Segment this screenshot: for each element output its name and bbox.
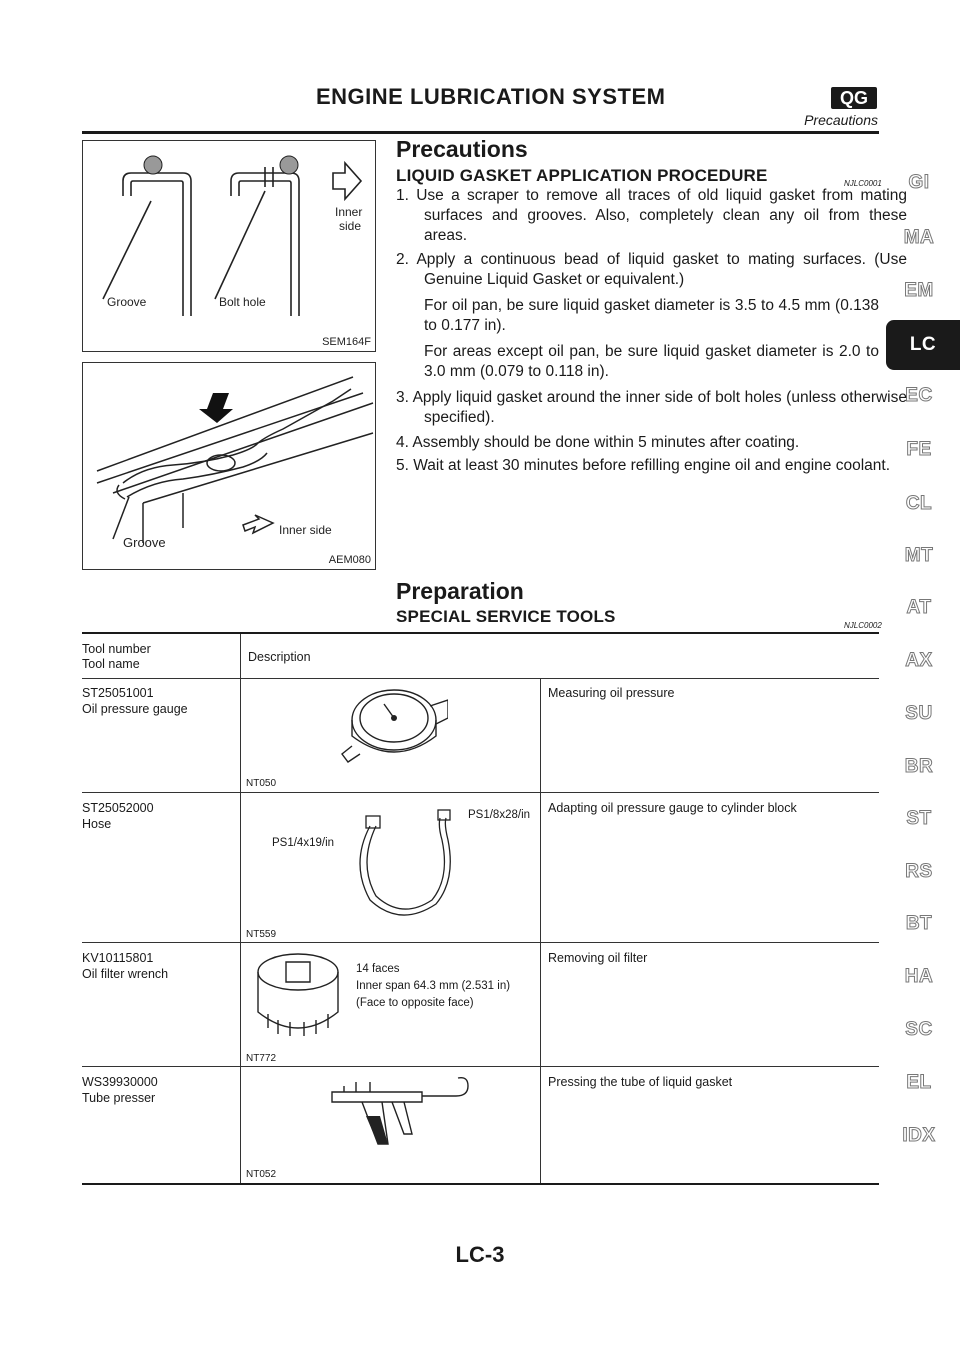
column-header-tool-number: Tool number <box>82 642 151 656</box>
tool-number: ST25052000 <box>82 801 154 815</box>
tool-description: Adapting oil pressure gauge to cylinder block <box>548 801 797 815</box>
table-row-rule <box>82 1066 879 1067</box>
wrench-spec-faces: 14 faces <box>356 963 400 975</box>
hose-illustration <box>340 804 470 928</box>
oil-filter-wrench-illustration <box>254 948 344 1040</box>
page-header-title: ENGINE LUBRICATION SYSTEM <box>316 84 666 109</box>
tool-name: Oil filter wrench <box>82 967 169 981</box>
tab-ec[interactable]: EC <box>905 385 933 406</box>
wrench-spec-span: Inner span 64.3 mm (2.531 in) <box>356 980 511 992</box>
tool-name: Tube presser <box>82 1091 156 1105</box>
tab-fe[interactable]: FE <box>906 439 932 460</box>
precautions-heading: Precautions <box>396 136 528 162</box>
tab-ma[interactable]: MA <box>903 227 935 248</box>
oil-pressure-gauge-illustration <box>338 684 448 774</box>
step-5: 5. Wait at least 30 minutes before refilling engine oil and engine coolant. <box>396 457 891 474</box>
page-number: LC-3 <box>455 1242 505 1267</box>
tab-em[interactable]: EM <box>904 280 934 301</box>
column-divider <box>240 792 241 942</box>
tab-idx[interactable]: IDX <box>902 1125 936 1146</box>
tab-sc[interactable]: SC <box>905 1019 933 1040</box>
tool-number: ST25051001 <box>82 686 154 700</box>
table-bottom-rule <box>82 1183 879 1185</box>
step-2-other-note: For areas except oil pan, be sure liquid gasket diameter is 2.0 to 3.0 mm (0.079 to 0.118 in). <box>424 343 879 380</box>
figure-code: SEM164F <box>322 336 371 348</box>
figure-code: NT052 <box>246 1169 277 1180</box>
tab-bt[interactable]: BT <box>905 913 933 934</box>
tab-cl[interactable]: CL <box>905 493 933 514</box>
tab-br[interactable]: BR <box>904 756 934 777</box>
tab-gi[interactable]: GI <box>908 172 930 193</box>
tab-el[interactable]: EL <box>906 1072 932 1093</box>
step-3: 3. Apply liquid gasket around the inner side of bolt holes (unless otherwise specified). <box>396 389 907 426</box>
column-divider <box>240 942 241 1066</box>
step-2: 2. Apply a continuous bead of liquid gasket to mating surfaces. (Use Genuine Liquid Gasket or equivalent.) <box>396 251 907 288</box>
bolt-hole-label: Bolt hole <box>219 295 266 309</box>
column-divider <box>240 1066 241 1183</box>
step-4: 4. Assembly should be done within 5 minutes after coating. <box>396 434 800 451</box>
column-header-description: Description <box>248 650 311 664</box>
step-1: 1. Use a scraper to remove all traces of old liquid gasket from mating surfaces and grooves. Also, completely clean any oil from these areas. <box>396 187 907 244</box>
tool-number: WS39930000 <box>82 1075 158 1089</box>
figure-code: AEM080 <box>328 554 371 566</box>
reference-code: NJLC0002 <box>844 621 882 630</box>
figure-code: NT559 <box>246 929 277 940</box>
header-rule <box>82 131 879 134</box>
wrench-spec-note: (Face to opposite face) <box>356 997 474 1009</box>
engine-code-badge: QG <box>831 87 877 109</box>
preparation-heading: Preparation <box>396 578 524 604</box>
column-divider <box>540 942 541 1066</box>
table-row-rule <box>82 792 879 793</box>
tool-description: Removing oil filter <box>548 951 648 965</box>
tab-su[interactable]: SU <box>905 703 933 724</box>
table-row-rule <box>82 678 879 679</box>
table-top-rule <box>82 632 879 634</box>
tab-rs[interactable]: RS <box>905 861 933 882</box>
liquid-gasket-heading: LIQUID GASKET APPLICATION PROCEDURE <box>396 166 768 185</box>
inner-label: Inner <box>335 205 363 219</box>
figure-code: NT050 <box>246 778 277 789</box>
tab-st[interactable]: ST <box>906 808 932 829</box>
tab-lc[interactable]: LC <box>886 320 960 370</box>
reference-code: NJLC0001 <box>844 179 882 188</box>
groove-label: Groove <box>107 295 147 309</box>
tab-at[interactable]: AT <box>906 597 932 618</box>
column-divider <box>240 634 241 678</box>
inner-side-label: Inner side <box>279 523 332 537</box>
column-divider <box>540 792 541 942</box>
figure-groove-bolt-hole <box>82 140 376 352</box>
tube-presser-illustration <box>322 1072 472 1152</box>
figure-inner-side <box>82 362 376 570</box>
tab-ax[interactable]: AX <box>905 650 933 671</box>
tab-ha[interactable]: HA <box>904 966 934 987</box>
figure-code: NT772 <box>246 1053 277 1064</box>
special-tools-heading: SPECIAL SERVICE TOOLS <box>396 607 616 626</box>
step-2-oil-pan-note: For oil pan, be sure liquid gasket diameter is 3.5 to 4.5 mm (0.138 to 0.177 in). <box>424 297 879 334</box>
tool-name: Oil pressure gauge <box>82 702 188 716</box>
table-row-rule <box>82 942 879 943</box>
tool-description: Pressing the tube of liquid gasket <box>548 1075 733 1089</box>
hose-fitting-label: PS1/8x28/in <box>468 809 531 821</box>
column-header-tool-name: Tool name <box>82 657 140 671</box>
tool-name: Hose <box>82 817 112 831</box>
page-header-subtitle: Precautions <box>804 112 878 128</box>
column-divider <box>540 1066 541 1183</box>
tool-description: Measuring oil pressure <box>548 686 675 700</box>
hose-fitting-label: PS1/4x19/in <box>272 837 335 849</box>
side-label: side <box>339 219 362 233</box>
groove-diagram <box>83 141 375 351</box>
tool-number: KV10115801 <box>82 951 154 965</box>
column-divider <box>240 678 241 792</box>
tab-mt[interactable]: MT <box>904 545 934 566</box>
groove-label: Groove <box>123 535 166 550</box>
column-divider <box>540 678 541 792</box>
